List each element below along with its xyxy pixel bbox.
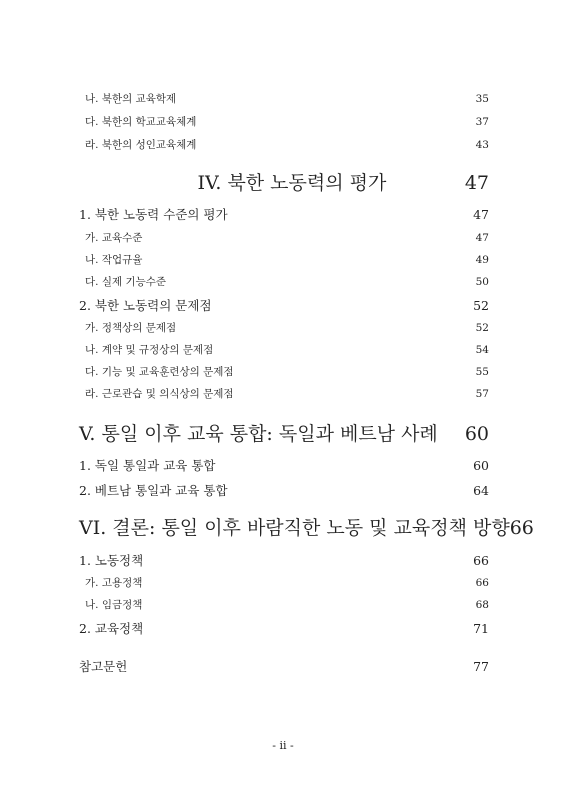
toc-entry-4-2-1[interactable] <box>79 320 489 335</box>
toc-entry-label: 라. 북한의 성인교육체계 <box>85 139 197 151</box>
toc-entry-page: 52 <box>475 322 489 334</box>
toc-entry-page: 35 <box>475 93 489 105</box>
toc-section-label: 1. 노동정책 <box>79 553 144 568</box>
toc-section-page: 52 <box>473 298 489 313</box>
toc-references-page: 77 <box>473 659 489 674</box>
toc-section-page: 66 <box>473 553 489 568</box>
toc-entry-label: 나. 북한의 교육학제 <box>85 93 177 105</box>
toc-references-label: 참고문헌 <box>79 659 128 674</box>
toc-chapter-title: IV. 북한 노동력의 평가 <box>197 172 387 194</box>
toc-chapter-4[interactable] <box>79 168 489 195</box>
toc-entry-4-2-2[interactable] <box>79 342 489 357</box>
toc-entry-label: 나. 작업규율 <box>85 254 143 266</box>
toc-entry-label: 나. 계약 및 규정상의 문제점 <box>85 344 214 356</box>
toc-entry-label: 가. 정책상의 문제점 <box>85 322 177 334</box>
toc-entry-page: 57 <box>475 388 489 400</box>
toc-entry-4-2-4[interactable] <box>79 386 489 401</box>
toc-chapter-6[interactable] <box>79 513 534 540</box>
toc-section-label: 1. 북한 노동력 수준의 평가 <box>79 207 228 222</box>
toc-entry-6-1-1[interactable] <box>79 575 489 590</box>
toc-entry-page: 54 <box>475 344 489 356</box>
toc-entry-2-2[interactable] <box>79 91 489 106</box>
toc-entry-4-1-2[interactable] <box>79 252 489 267</box>
toc-section-label: 2. 교육정책 <box>79 621 144 636</box>
toc-section-4-2[interactable] <box>79 296 489 314</box>
toc-section-label: 2. 베트남 통일과 교육 통합 <box>79 483 228 498</box>
toc-entry-page: 49 <box>475 254 489 266</box>
toc-chapter-page: 47 <box>464 172 489 194</box>
toc-section-5-2[interactable] <box>79 481 489 499</box>
toc-section-page: 60 <box>473 458 489 473</box>
toc-chapter-title: V. 통일 이후 교육 통합: 독일과 베트남 사례 <box>79 423 438 445</box>
toc-entry-label: 가. 교육수준 <box>85 232 143 244</box>
toc-entry-2-3[interactable] <box>79 114 489 129</box>
toc-section-page: 71 <box>473 621 489 636</box>
toc-chapter-5[interactable] <box>79 419 489 446</box>
toc-entry-label: 가. 고용정책 <box>85 577 143 589</box>
toc-entry-label: 다. 실제 기능수준 <box>85 276 167 288</box>
toc-entry-page: 68 <box>475 599 489 611</box>
toc-entry-4-1-3[interactable] <box>79 274 489 289</box>
toc-section-label: 1. 독일 통일과 교육 통합 <box>79 458 216 473</box>
toc-section-page: 47 <box>473 207 489 222</box>
toc-section-label: 2. 북한 노동력의 문제점 <box>79 298 212 313</box>
toc-entry-6-1-2[interactable] <box>79 597 489 612</box>
toc-section-page: 64 <box>473 483 489 498</box>
toc-entry-4-1-1[interactable] <box>79 230 489 245</box>
page-number-footer: - ii - <box>272 739 294 752</box>
toc-chapter-title: VI. 결론: 통일 이후 바람직한 노동 및 교육정책 방향 <box>79 517 510 539</box>
toc-entry-label: 나. 임금정책 <box>85 599 143 611</box>
toc-entry-page: 50 <box>475 276 489 288</box>
toc-chapter-page: 60 <box>464 423 489 445</box>
toc-entry-2-4[interactable] <box>79 137 489 152</box>
toc-chapter-page: 66 <box>509 517 534 539</box>
toc-entry-page: 43 <box>475 139 489 151</box>
toc-entry-label: 다. 기능 및 교육훈련상의 문제점 <box>85 366 234 378</box>
toc-references[interactable] <box>79 657 489 675</box>
toc-entry-4-2-3[interactable] <box>79 364 489 379</box>
toc-section-4-1[interactable] <box>79 205 489 223</box>
toc-section-6-2[interactable] <box>79 619 489 637</box>
toc-entry-page: 37 <box>475 116 489 128</box>
toc-section-6-1[interactable] <box>79 551 489 569</box>
toc-entry-label: 라. 근로관습 및 의식상의 문제점 <box>85 388 234 400</box>
toc-entry-label: 다. 북한의 학교교육체계 <box>85 116 197 128</box>
toc-entry-page: 66 <box>475 577 489 589</box>
toc-entry-page: 55 <box>475 366 489 378</box>
toc-section-5-1[interactable] <box>79 456 489 474</box>
toc-entry-page: 47 <box>475 232 489 244</box>
